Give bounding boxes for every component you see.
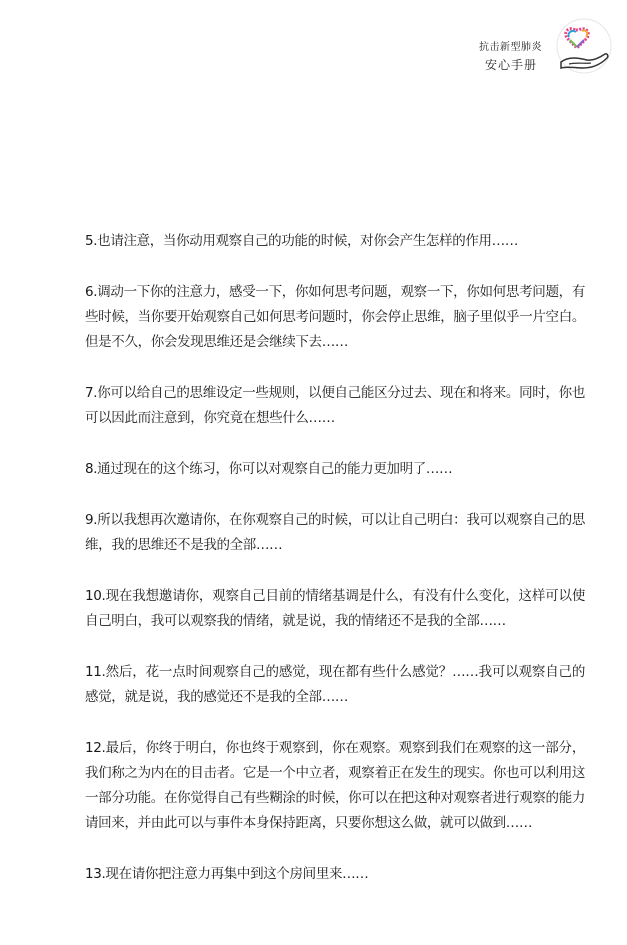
logo-title: 抗击新型肺炎 xyxy=(479,42,542,53)
paragraph-8: 8.通过现在的这个练习，你可以对观察自己的能力更加明了…… xyxy=(85,461,453,477)
paragraph-5: 5.也请注意，当你动用观察自己的功能的时候，对你会产生怎样的作用…… xyxy=(85,233,518,249)
paragraph-6: 6.调动一下你的注意力，感受一下，你如何思考问题，观察一下，你如何思考问题，有些时候，当你要开始观察自己如何思考问题时，你会停止思维，脑子里似乎一片空白。但是不久，你会发现思维还是会继续下去…… xyxy=(85,284,585,350)
logo-text xyxy=(479,38,569,73)
brand-logo xyxy=(479,12,617,82)
paragraph-9: 9.所以我想再次邀请你，在你观察自己的时候，可以让自己明白：我可以观察自己的思维，我的思维还不是我的全部…… xyxy=(85,512,585,553)
paragraph-7: 7.你可以给自己的思维设定一些规则，以便自己能区分过去、现在和将来。同时，你也可以因此而注意到，你究竟在想些什么…… xyxy=(85,385,585,426)
paragraph-10: 10.现在我想邀请你，观察自己目前的情绪基调是什么，有没有什么变化，这样可以使自己明白，我可以观察我的情绪，就是说，我的情绪还不是我的全部…… xyxy=(85,588,585,629)
logo-subtitle: 安心手册 xyxy=(485,58,538,72)
paragraph-13: 13.现在请你把注意力再集中到这个房间里来…… xyxy=(85,866,369,882)
paragraph-11: 11.然后，花一点时间观察自己的感觉，现在都有些什么感觉？……我可以观察自己的感觉，就是说，我的感觉还不是我的全部…… xyxy=(85,664,585,705)
document-body xyxy=(85,229,585,913)
paragraph-12: 12.最后，你终于明白，你也终于观察到，你在观察。观察到我们在观察的这一部分，我们称之为内在的目击者。它是一个中立者，观察着正在发生的现实。你也可以利用这一部分功能。在你觉得自己有些糊涂的时候，你可以在把这种对观察者进行观察的能力请回来，并由此可以与事件本身保持距离，只要你想这么做，就可以做到…… xyxy=(85,740,585,831)
